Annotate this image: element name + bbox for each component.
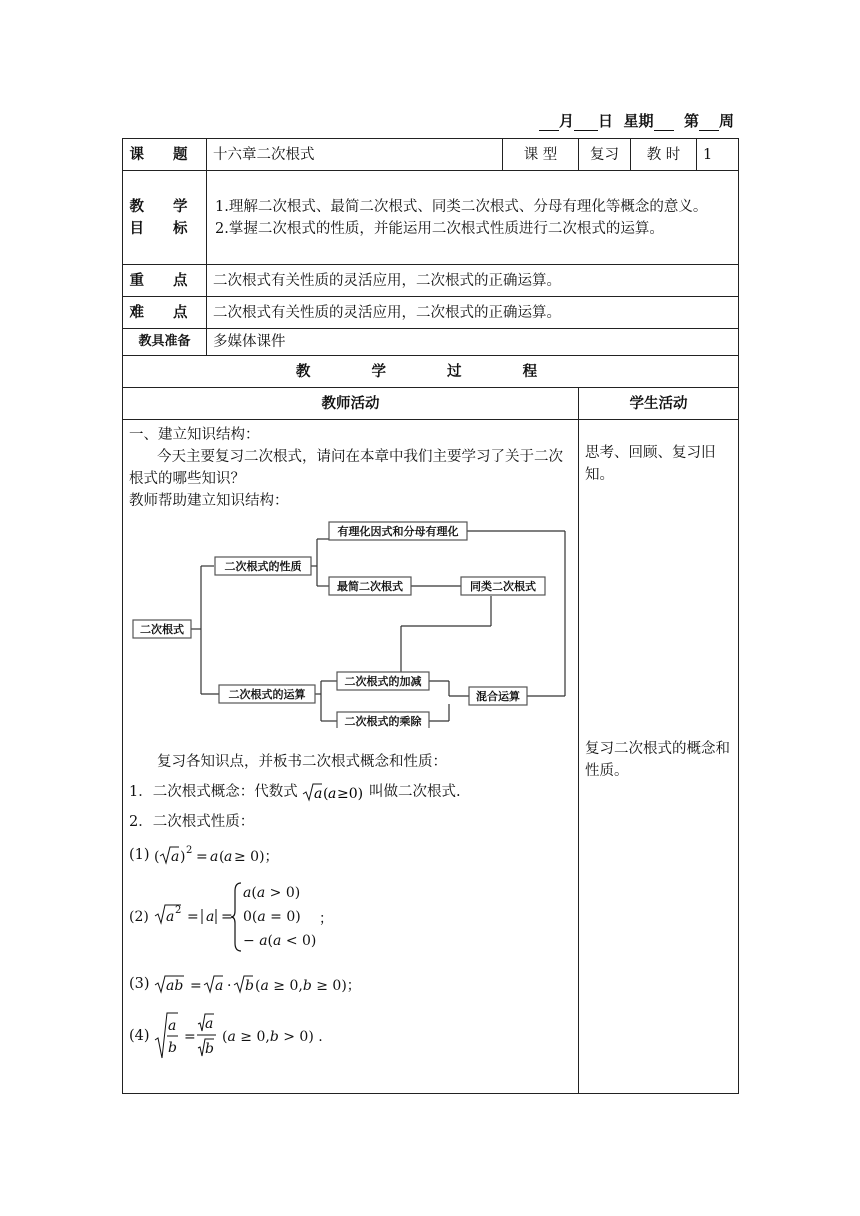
svg-text:− a(a < 0): − a(a < 0): [243, 933, 317, 949]
process-title-row: [123, 356, 739, 388]
svg-text:=: =: [221, 909, 233, 925]
svg-text:·: ·: [227, 978, 232, 994]
svg-text:=: =: [196, 849, 208, 865]
student-note-2: 复习二次根式的概念和性质。: [585, 741, 730, 779]
svg-text:a: a: [171, 849, 180, 865]
svg-text:2: 2: [175, 905, 182, 916]
svg-text:a: a: [215, 978, 224, 994]
difficulty-label: 难 点: [123, 297, 207, 329]
type-label: 课 型: [503, 139, 579, 171]
process-body-row: [123, 420, 739, 1094]
key-row: [123, 265, 739, 297]
topic-value: 十六章二次根式: [207, 139, 503, 171]
svg-text:a: a: [206, 909, 215, 925]
node-add-sub-label: 二次根式的加减: [344, 675, 422, 688]
svg-text:(a ≥ 0,b > 0) .: (a ≥ 0,b > 0) .: [222, 1029, 323, 1045]
goals-row: [123, 171, 739, 265]
svg-text:ab: ab: [166, 978, 184, 994]
property-2-formula: [129, 879, 359, 955]
properties-title: 2．二次根式性质：: [129, 814, 255, 830]
intro-text: 今天主要复习二次根式，请问在本章中我们主要学习了关于二次根式的哪些知识？: [129, 449, 563, 487]
key-label: 重 点: [123, 265, 207, 297]
svg-text:=: =: [190, 978, 202, 994]
svg-text:a: a: [314, 786, 323, 802]
svg-text:≥ 0)；: ≥ 0)；: [234, 849, 279, 865]
concept-line: 1．二次根式概念：代数式 a ( a ≥0) 叫做二次根式.: [129, 781, 572, 803]
student-header: 学生活动: [579, 388, 739, 420]
hours-label: 教 时: [631, 139, 697, 171]
node-operations-label: 二次根式的运算: [228, 688, 306, 701]
date-line: 月 日 星期 第 周: [539, 110, 734, 131]
svg-text:b: b: [168, 1040, 178, 1056]
topic-row: [123, 139, 739, 171]
svg-text:a: a: [224, 849, 233, 865]
property-4-formula: [154, 1010, 354, 1062]
svg-text:(: (: [219, 849, 225, 865]
node-mixed-label: 混合运算: [476, 690, 520, 703]
svg-text:(2): (2): [129, 909, 149, 925]
process-header-row: [123, 388, 739, 420]
svg-text:a: a: [166, 909, 175, 925]
svg-text:(a ≥ 0,b ≥ 0)；: (a ≥ 0,b ≥ 0)；: [255, 978, 361, 994]
svg-text:≥0): ≥0): [337, 786, 364, 802]
knowledge-structure-diagram: [129, 516, 569, 728]
node-simplest-label: 最简二次根式: [337, 580, 403, 593]
property-4: (4) a b = a b (a ≥ 0,b > 0) .: [129, 1010, 572, 1062]
goals-label: 教 学 目 标: [123, 171, 207, 265]
svg-text:2: 2: [186, 845, 193, 856]
node-similar-label: 同类二次根式: [470, 580, 536, 593]
property-3: (3) ab = a · b (a ≥ 0,b ≥ 0)；: [129, 972, 572, 996]
goal-1: 1.理解二次根式、最简二次根式、同类二次根式、分母有理化等概念的意义。: [215, 198, 708, 215]
svg-text:a: a: [328, 786, 337, 802]
svg-text:；: ；: [319, 911, 333, 927]
teacher-header: 教师活动: [123, 388, 579, 420]
node-root-label: 二次根式: [140, 623, 184, 636]
difficulty-row: [123, 297, 739, 329]
svg-text:a(a > 0): a(a > 0): [243, 885, 301, 901]
process-title: 教 学 过 程: [123, 356, 739, 388]
svg-text:(: (: [154, 849, 160, 865]
goals-value: [207, 171, 739, 265]
node-rationalize-label: 有理化因式和分母有理化: [337, 525, 459, 538]
svg-text:(: (: [323, 786, 329, 802]
property-1: (1) ( a ) 2 = a ( a ≥ 0)；: [129, 843, 572, 867]
lesson-plan-table: [122, 138, 739, 1094]
hours-value: 1: [697, 139, 739, 171]
helper-text: 教师帮助建立知识结构：: [129, 493, 289, 509]
sqrt-a-formula: [302, 781, 364, 803]
svg-text:b: b: [205, 1041, 215, 1057]
svg-text:a: a: [210, 849, 219, 865]
student-note-1: 思考、回顾、复习旧知。: [585, 445, 716, 483]
property-3-formula: [154, 972, 374, 996]
tools-row: [123, 329, 739, 356]
property-1-formula: [154, 843, 304, 867]
property-2: [129, 879, 572, 962]
review-text: 复习各知识点，并板书二次根式概念和性质：: [157, 754, 447, 770]
svg-text:): ): [180, 849, 186, 865]
node-properties-label: 二次根式的性质: [224, 560, 302, 573]
student-activity: [579, 420, 739, 1094]
svg-text:b: b: [245, 978, 255, 994]
svg-text:0(a = 0): 0(a = 0): [243, 909, 301, 925]
svg-text:a: a: [168, 1018, 177, 1034]
tools-value: 多媒体课件: [207, 329, 739, 356]
svg-text:a: a: [205, 1016, 214, 1032]
key-value: 二次根式有关性质的灵活应用，二次根式的正确运算。: [207, 265, 739, 297]
difficulty-value: 二次根式有关性质的灵活应用，二次根式的正确运算。: [207, 297, 739, 329]
node-mul-div-label: 二次根式的乘除: [344, 715, 422, 728]
goal-2: 2.掌握二次根式的性质，并能运用二次根式性质进行二次根式的运算。: [215, 220, 664, 237]
tools-label: 教具准备: [123, 329, 207, 356]
teacher-activity: [123, 420, 579, 1094]
topic-label: 课 题: [123, 139, 207, 171]
svg-text:=: =: [184, 1029, 196, 1045]
section-heading: 一、建立知识结构：: [129, 427, 260, 443]
type-value: 复习: [579, 139, 631, 171]
svg-text:=: =: [187, 909, 199, 925]
